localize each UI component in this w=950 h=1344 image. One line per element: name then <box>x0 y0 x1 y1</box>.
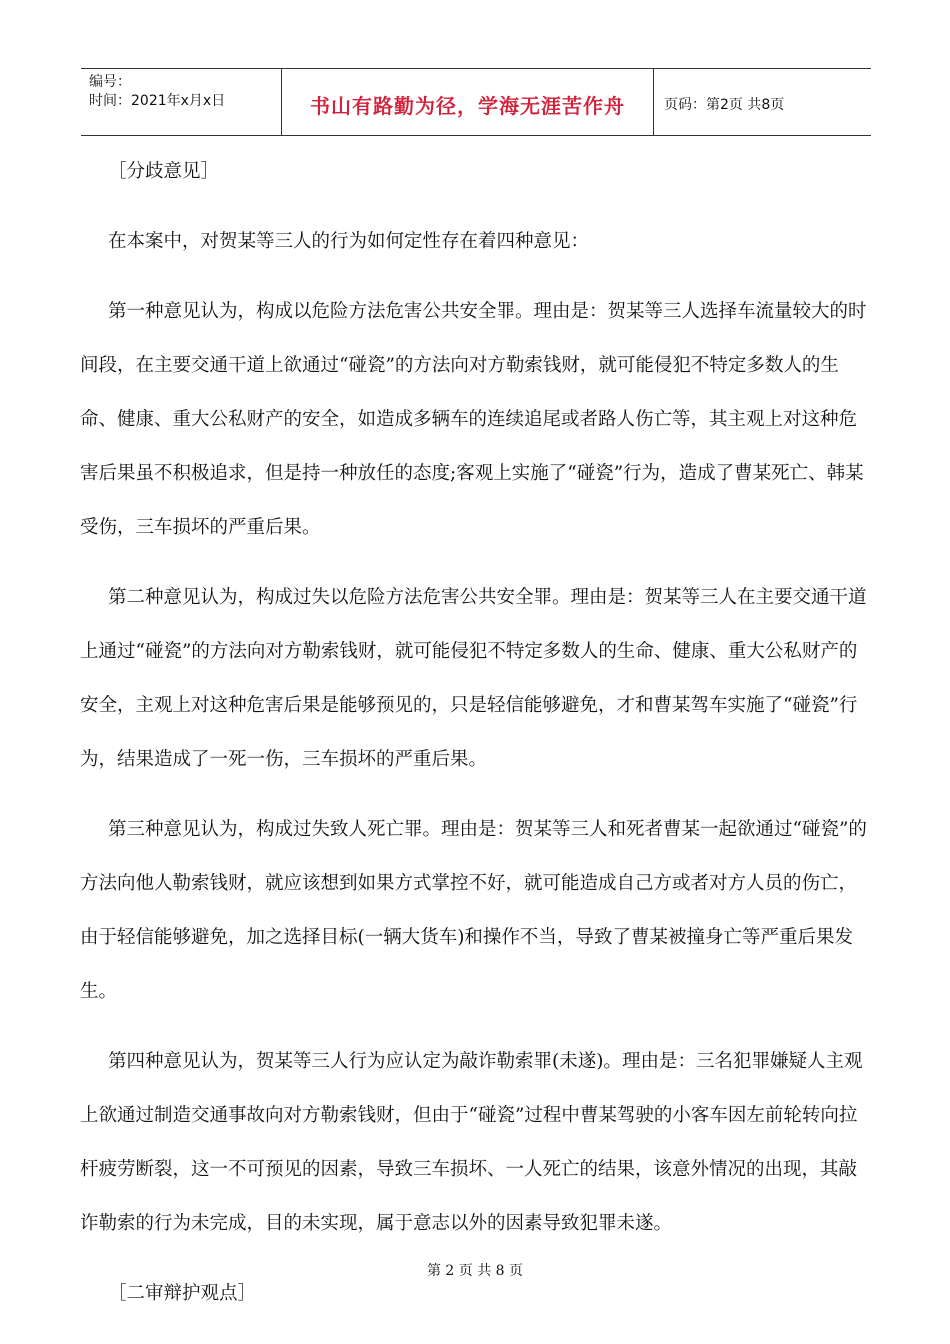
opinion-paragraph-1: 第一种意见认为，构成以危险方法危害公共安全罪。理由是：贺某等三人选择车流量较大的时间段，在主要交通干道上欲通过“碰瓷”的方法向对方勒索钱财，就可能侵犯不特定多数人的生命、健康、重大公私财产的安全，如造成多辆车的连续追尾或者路人伤亡等，其主观上对这种危害后果虽不积极追求，但是持一种放任的态度;客观上实施了“碰瓷”行为，造成了曹某死亡、韩某受伤，三车损坏的严重后果。 <box>80 301 867 538</box>
opinion-paragraph-4: 第四种意见认为，贺某等三人行为应认定为敲诈勒索罪(未遂)。理由是：三名犯罪嫌疑人主观上欲通过制造交通事故向对方勒索钱财，但由于“碰瓷”过程中曹某驾驶的小客车因左前轮转向拉杆疲劳断裂，这一不可预见的因素，导致三车损坏、一人死亡的结果，该意外情况的出现，其敲诈勒索的行为未完成，目的未实现，属于意志以外的因素导致犯罪未遂。 <box>80 1051 863 1234</box>
header-number-label: 编号： <box>89 74 131 90</box>
intro-paragraph: 在本案中，对贺某等三人的行为如何定性存在着四种意见： <box>108 231 590 252</box>
page-header <box>81 68 871 136</box>
document-body <box>80 145 873 1321</box>
header-motto-cell <box>282 69 654 135</box>
header-page-cell <box>654 69 871 135</box>
section-heading-divergent-opinions: ［分歧意见］ <box>108 161 220 182</box>
header-date-label: 时间：2021年x月x日 <box>89 93 226 109</box>
opinion-paragraph-2: 第二种意见认为，构成过失以危险方法危害公共安全罪。理由是：贺某等三人在主要交通干道上通过“碰瓷”的方法向对方勒索钱财，就可能侵犯不特定多数人的生命、健康、重大公私财产的安全，主观上对这种危害后果是能够预见的，只是轻信能够避免，才和曹某驾车实施了“碰瓷”行为，结果造成了一死一伤，三车损坏的严重后果。 <box>80 587 867 770</box>
page-footer <box>0 1260 950 1280</box>
section-heading-second-instance-defense: ［二审辩护观点］ <box>108 1283 257 1304</box>
header-motto: 书山有路勤为径，学海无涯苦作舟 <box>310 93 625 118</box>
opinion-paragraph-3: 第三种意见认为，构成过失致人死亡罪。理由是：贺某等三人和死者曹某一起欲通过“碰瓷”的方法向他人勒索钱财，就应该想到如果方式掌控不好，就可能造成自己方或者对方人员的伤亡，由于轻信能够避免，加之选择目标(一辆大货车)和操作不当，导致了曹某被撞身亡等严重后果发生。 <box>80 819 867 1002</box>
header-meta-cell <box>81 69 282 135</box>
header-page-info: 页码：第2页 共8页 <box>664 97 785 113</box>
footer-page-number: 第 2 页 共 8 页 <box>426 1263 524 1279</box>
